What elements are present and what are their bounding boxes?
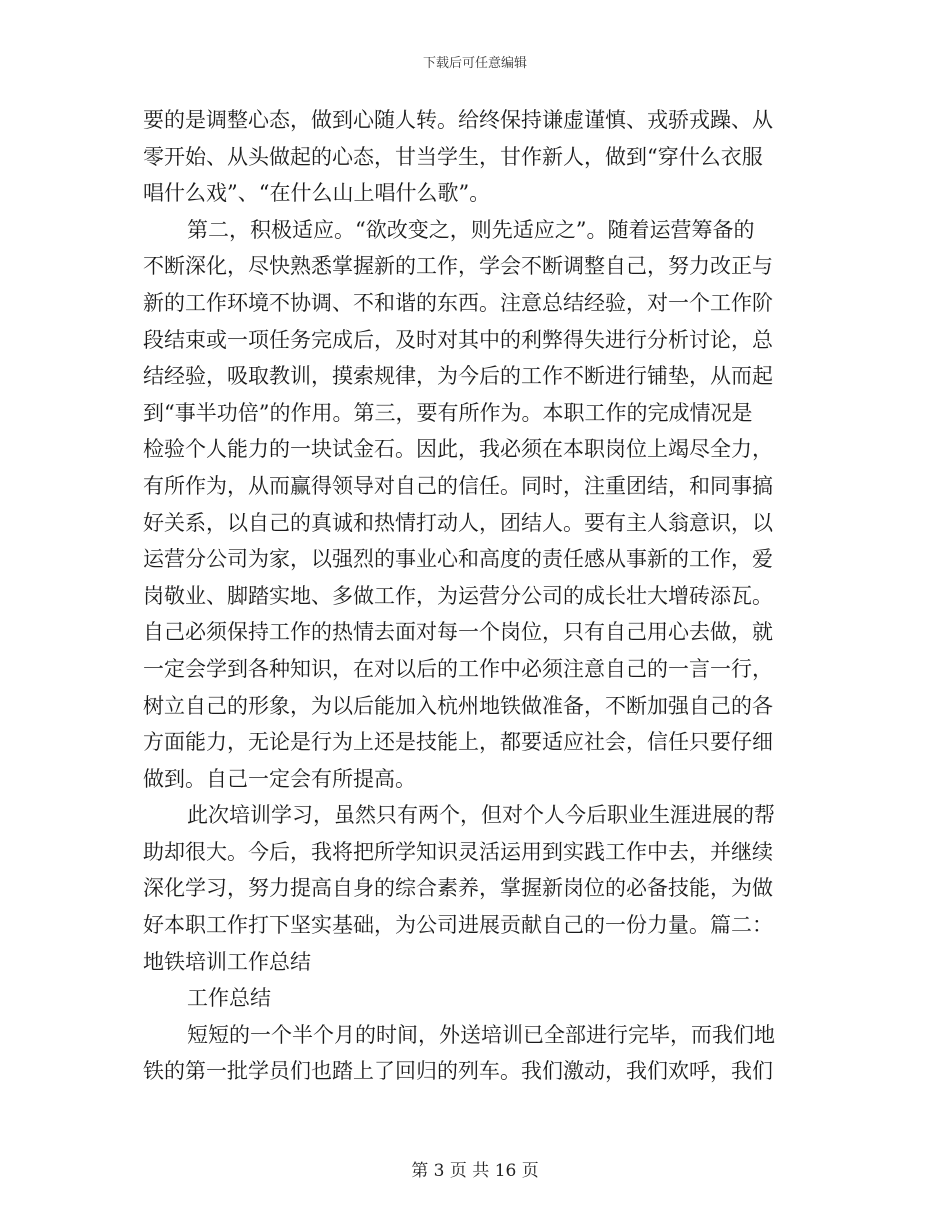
text-line: 到“事半功倍”的作用。第三，要有所作为。本职工作的完成情况是 xyxy=(143,400,753,425)
text-line: 岗敬业、脚踏实地、多做工作，为运营分公司的成长壮大增砖添瓦。 xyxy=(143,583,773,608)
text-line: 此次培训学习，虽然只有两个，但对个人今后职业生涯进展的帮 xyxy=(187,803,775,828)
text-line: 段结束或一项任务完成后，及时对其中的利弊得失进行分析讨论，总 xyxy=(143,327,773,352)
text-line: 有所作为，从而赢得领导对自己的信任。同时，注重团结，和同事搞 xyxy=(143,473,773,498)
text-line: 新的工作环境不协调、不和谐的东西。注意总结经验，对一个工作阶 xyxy=(143,290,773,315)
document-body xyxy=(143,102,807,1090)
text-line: 不断深化，尽快熟悉掌握新的工作，学会不断调整自己，努力改正与 xyxy=(143,254,773,279)
text-line: 第二，积极适应。“欲改变之，则先适应之”。随着运营筹备的 xyxy=(187,217,755,242)
text-line: 检验个人能力的一块试金石。因此，我必须在本职岗位上竭尽全力， xyxy=(143,437,773,462)
text-line: 做到。自己一定会有所提高。 xyxy=(143,766,416,791)
text-line: 好本职工作打下坚实基础，为公司进展贡献自己的一份力量。篇二： xyxy=(143,913,773,938)
text-line: 树立自己的形象，为以后能加入杭州地铁做准备，不断加强自己的各 xyxy=(143,693,773,718)
text-line: 深化学习，努力提高自身的综合素养，掌握新岗位的必备技能，为做 xyxy=(143,876,773,901)
text-line: 零开始、从头做起的心态，甘当学生，甘作新人，做到“穿什么衣服 xyxy=(143,144,763,169)
text-line: 运营分公司为家，以强烈的事业心和高度的责任感从事新的工作，爱 xyxy=(143,547,773,572)
text-line: 工作总结 xyxy=(187,986,271,1011)
text-line: 唱什么戏”、“在什么山上唱什么歌”。 xyxy=(143,181,491,206)
text-line: 自己必须保持工作的热情去面对每一个岗位，只有自己用心去做，就 xyxy=(143,620,773,645)
text-line: 短短的一个半个月的时间，外送培训已全部进行完毕，而我们地 xyxy=(187,1022,775,1047)
text-line: 要的是调整心态，做到心随人转。给终保持谦虚谨慎、戎骄戎躁、从 xyxy=(143,108,773,132)
text-line: 地铁培训工作总结 xyxy=(143,949,311,974)
text-line: 助却很大。今后，我将把所学知识灵活运用到实践工作中去，并继续 xyxy=(143,839,773,864)
text-line: 好关系，以自己的真诚和热情打动人，团结人。要有主人翁意识，以 xyxy=(143,510,773,535)
text-line: 方面能力，无论是行为上还是技能上，都要适应社会，信任只要仔细 xyxy=(143,730,773,755)
page-footer-page-number: 第 3 页 共 16 页 xyxy=(411,1161,539,1181)
text-line: 铁的第一批学员们也踏上了回归的列车。我们激动，我们欢呼，我们 xyxy=(143,1059,773,1084)
text-line: 一定会学到各种知识，在对以后的工作中必须注意自己的一言一行， xyxy=(143,656,773,681)
page-header: 下载后可任意编辑 xyxy=(422,56,527,71)
text-line: 结经验，吸取教训，摸索规律，为今后的工作不断进行铺垫，从而起 xyxy=(143,364,773,389)
